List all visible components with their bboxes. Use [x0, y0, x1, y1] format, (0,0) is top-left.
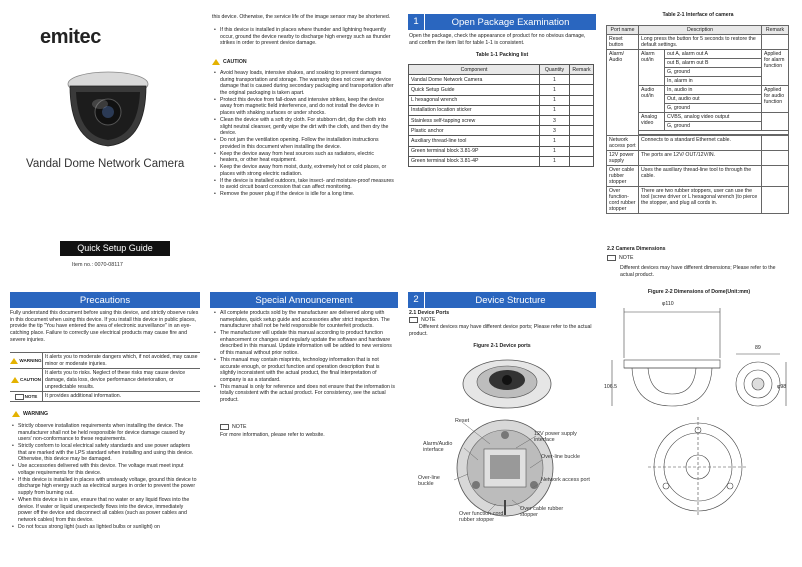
open-package-heading-bar: 1 Open Package Examination — [408, 14, 596, 30]
list-item: • Keep the device away from moist, dusty, extremely hot or cold places, or places with strong electric radiation. — [220, 164, 394, 177]
interface-table — [606, 25, 789, 214]
table-row: Over function-cord rubber stopper There are two rubber stoppers, user can use the tool (screw driver or L hexagonal wrench )to pierce the stopper, and plug all cords in. — [607, 187, 789, 214]
dimension-width: 89 — [755, 345, 761, 351]
item-number: Item no.: 0070-08117 — [72, 262, 123, 268]
dimensions-subheading: 2.2 Camera Dimensions — [607, 246, 666, 252]
list-item: • Strictly observe installation requirements when installing the device. The manufacturer shall not be held responsible for device damage caused by users' non-conformance to these requirements. — [18, 423, 198, 443]
signal-row-warning: WARNING It alerts you to moderate dangers which, if not avoided, may cause minor or moderate injuries. — [10, 353, 200, 369]
table-row: Alarm/ Audio Alarm out/in out A, alarm out A Applied for alarm function — [607, 50, 789, 59]
note-label: NOTE — [607, 255, 633, 262]
special-announcement-list — [214, 310, 396, 404]
interface-table-caption: Table 2-1 Interface of camera — [662, 12, 734, 18]
product-title: Vandal Dome Network Camera — [26, 158, 185, 170]
packing-list-table — [408, 64, 594, 167]
list-item: • Keep the device away from heat sources such as radiators, electric heaters, or other heat equipment. — [220, 151, 394, 164]
table-row: Stainless self-tapping screw 3 — [409, 115, 594, 125]
caution-icon — [212, 59, 220, 65]
signal-row-note: NOTE It provides additional information. — [10, 392, 200, 402]
dimensions-note: Different devices may have different dimensions; Please refer to the actual product. — [620, 265, 776, 278]
device-structure-heading-bar: 2 Device Structure — [408, 292, 596, 308]
table-row: Installation location sticker 1 — [409, 105, 594, 115]
table-row: G, ground — [607, 122, 789, 131]
device-ports-note: Different devices may have different device ports; Please refer to the actual product. — [409, 324, 592, 337]
table-row: Audio out/in In, audio in Applied for audio function — [607, 86, 789, 95]
callout-overline-right: Over-line buckle — [541, 454, 580, 460]
table-row: 12V power supply The ports are 12V/ OUT/12V/IN. — [607, 151, 789, 166]
note-label: NOTE — [409, 317, 435, 324]
table-row: Reset button Long press the button for 5 seconds to restore the default settings. — [607, 35, 789, 50]
list-item: • Avoid heavy loads, intensive shakes, and soaking to prevent damages during transportation and storage. The warranty does not cover any device damage that is caused during secondary packaging and transportation after the original packaging is taken apart. — [220, 70, 394, 97]
table-row: In, alarm in — [607, 77, 789, 86]
note-icon — [607, 255, 616, 261]
table-row: Plastic anchor 3 — [409, 126, 594, 136]
warning-heading: WARNING — [12, 411, 48, 418]
table-row: Vandal Dome Network Camera 1 — [409, 75, 594, 85]
list-item: • If the device is installed outdoors, take insect- and moisture-proof measures to avoid circuit board corrosion that can affect monitoring. — [220, 178, 394, 191]
precautions-heading-bar — [10, 292, 200, 308]
device-structure-heading: Device Structure — [475, 294, 546, 306]
open-package-heading: Open Package Examination — [451, 16, 570, 28]
note-icon — [15, 394, 24, 400]
warning-list-continued — [214, 27, 394, 47]
dimension-height: 106.5 — [604, 384, 617, 390]
device-ports-figure-caption: Figure 2-1 Device ports — [473, 343, 531, 349]
table-row: Analog video CVBS, analog video output — [607, 113, 789, 122]
callout-power: 12V power supply interface — [534, 431, 577, 443]
continued-text: this device. Otherwise, the service life of the image sensor may be shortened. — [212, 14, 391, 20]
dome-top-dimension-drawing — [628, 412, 768, 522]
dimension-diameter-outer: φ110 — [662, 301, 674, 307]
list-item: • Protect this device from fall-down and intensive strikes, keep the device away from magnetic field interference, and do not install the device in places with shaking surfaces or under shocks. — [220, 97, 394, 117]
list-item: • If this device is installed in places where thunder and lightning frequently occur, ground the device nearby to discharge high energy such as thunder strikes in order to prevent device damage. — [220, 27, 394, 47]
callout-leader-lines — [420, 412, 600, 524]
list-item: • Clean the device with a soft dry cloth. For stubborn dirt, dip the cloth into slight neutral cleanser, gently wipe the dirt with the cloth, and then dry the device. — [220, 117, 394, 137]
callout-alarm-audio: Alarm/Audio interface — [423, 441, 453, 453]
table-row: Green terminal block 3.81-9P 1 — [409, 146, 594, 156]
signal-row-caution: CAUTION It alerts you to risks. Neglect of these risks may cause device damage, data loss, device performance deterioration, or unpredictable results. — [10, 369, 200, 392]
list-item: • Do not focus strong light (such as lighted bulbs or sunlight) on — [18, 524, 198, 531]
list-item: • When this device is in use, ensure that no water or any liquid flows into the device. If water or liquid unexpectedly flows into the device, immediately power off the device and disconnect all cables (such as power cables and network cables) from this device. — [18, 497, 198, 524]
note-icon — [409, 317, 418, 323]
list-item: • If this device is installed in places with unsteady voltage, ground this device to discharge high energy such as electrical surges in order to prevent the power supply from burning out. — [18, 477, 198, 497]
open-package-intro: Open the package, check the appearance of product for no obvious damage, and confirm the item list for table 1-1 is consistent. — [409, 33, 586, 46]
special-announcement-heading: Special Announcement — [255, 294, 353, 306]
warning-icon — [10, 358, 18, 364]
dome-camera-image — [62, 62, 154, 150]
caution-heading: CAUTION — [212, 59, 247, 66]
table-row: Auxiliary thread-line tool 1 — [409, 136, 594, 146]
dimensions-figure-caption: Figure 2-2 Dimensions of Dome(Unit:mm) — [647, 289, 751, 295]
table-row: G, ground — [607, 68, 789, 77]
caution-icon — [11, 377, 19, 383]
table-row: Over cable rubber stopper Uses the auxiliary thread-line tool to through the cable. — [607, 166, 789, 187]
caution-list — [214, 70, 394, 198]
precautions-heading: Precautions — [79, 294, 131, 306]
table-row: Quick Setup Guide 1 — [409, 85, 594, 95]
table-row: L hexagonal wrench 1 — [409, 95, 594, 105]
signal-words-table — [10, 352, 200, 402]
list-item: • Do not jam the ventilation opening. Follow the installation instructions provided in this document when installing the device. — [220, 137, 394, 150]
warning-icon — [12, 411, 20, 417]
table-row: Network access port Connects to a standard Ethernet cable. — [607, 136, 789, 151]
note-label: NOTE — [220, 424, 246, 431]
packing-list-caption: Table 1-1 Packing list — [475, 52, 529, 58]
list-item: • Use accessories delivered with this device. The voltage must meet input voltage requirements for this device. — [18, 463, 198, 476]
list-item: • This manual may contain misprints, technology information that is not accurate enough, or product function and operation description that is slightly inconsistent with the actual product, the final interpretation of company is as a standard. — [220, 357, 396, 384]
dome-top-view-image — [455, 352, 559, 414]
precautions-intro: Fully understand this document before using this device, and strictly observe rules in this document when using this device. If you install this device in public places, provide the tip "You have entered the area of electronic surveillance" in an eye-catching place. Failure to correctly use electrical products may cause fire and severe injuries. — [10, 310, 199, 343]
callout-reset: Reset — [455, 418, 470, 424]
warning-list — [12, 423, 198, 531]
table-header-row: Component Quantity Remark — [409, 65, 594, 75]
list-item: • Remove the power plug if the device is idle for a long time. — [220, 191, 394, 198]
list-item: • The manufacturer will update this manual according to product function enhancement or changes and regularly update the software and hardware described in this manual. Update information will be added to new versions of this manual without prior notice. — [220, 330, 396, 357]
list-item: • All complete products sold by the manufacturer are delivered along with nameplates, quick setup guide and accessories after strict inspection. The manufacturer shall not be held responsible for counterfeit products. — [220, 310, 396, 330]
callout-function-cord-stopper: Over function-cord rubber stopper — [459, 511, 504, 523]
dimension-diameter-inner: φ98 — [777, 384, 787, 390]
list-item: • This manual is only for reference and does not ensure that the information is totally consistent with the actual product. For consistency, see the actual product. — [220, 384, 396, 404]
table-row: out B, alarm out B — [607, 59, 789, 68]
callout-rubber-stopper: Over cable rubber stopper — [520, 506, 564, 518]
dome-side-dimension-drawing — [604, 298, 794, 410]
list-item: • Strictly conform to local electrical safety standards and use power adapters that are marked with the LPS standard when installing and using this device. Otherwise, this device may be damaged. — [18, 443, 198, 463]
quick-setup-guide-label: Quick Setup Guide — [60, 241, 170, 256]
special-announcement-heading-bar — [210, 292, 398, 308]
callout-overline-left: Over-line buckle — [418, 475, 440, 487]
table-header-row: Port name Description Remark — [607, 26, 789, 35]
brand-logo: emitec — [40, 26, 101, 48]
table-row: Out, audio out — [607, 95, 789, 104]
note-icon — [220, 424, 229, 430]
table-row: Green terminal block 3.81-4P 1 — [409, 156, 594, 166]
table-row: G, ground — [607, 104, 789, 113]
note-text: For more information, please refer to website. — [220, 432, 325, 438]
callout-network: Network access port — [541, 477, 590, 483]
device-ports-subheading: 2.1 Device Ports — [409, 310, 450, 316]
